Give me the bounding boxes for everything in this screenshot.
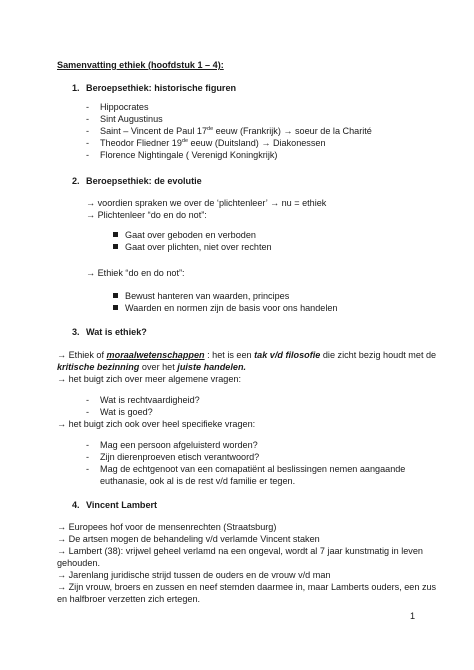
list-dash: -: [86, 452, 90, 462]
document-title: Samenvatting ethiek (hoofdstuk 1 – 4):: [57, 60, 224, 70]
bullet-item: Bewust hanteren van waarden, principes: [125, 291, 290, 301]
section-3-number: 3.: [72, 327, 80, 337]
arrow-line: → het buigt zich ook over heel specifieke vragen:: [57, 419, 256, 429]
list-dash: -: [86, 464, 90, 474]
arrow-line: → Europees hof voor de mensenrechten (Straatsburg): [57, 522, 277, 532]
paragraph-line: en halfbroer verzetten zich ertegen.: [57, 594, 201, 604]
arrow-line: → Lambert (38): vrijwel geheel verlamd na een ongeval, wordt al 7 jaar kunstmatig in leven: [57, 546, 423, 556]
bullet-square-icon: [113, 291, 118, 302]
list-dash: -: [86, 407, 90, 417]
list-dash: -: [86, 126, 90, 136]
list-dash: -: [86, 102, 90, 112]
list-item: Florence Nightingale ( Verenigd Koningkrijk): [100, 150, 278, 160]
paragraph-line: gehouden.: [57, 558, 100, 568]
list-item: Hippocrates: [100, 102, 149, 112]
section-1-heading: Beroepsethiek: historische figuren: [86, 83, 237, 93]
bullet-square-icon: [113, 242, 118, 253]
arrow-line: → Plichtenleer “do en do not”:: [86, 210, 207, 220]
list-item: Wat is rechtvaardigheid?: [100, 395, 200, 405]
section-1-number: 1.: [72, 83, 80, 93]
bullet-item: Waarden en normen zijn de basis voor ons handelen: [125, 303, 338, 313]
list-item-continuation: euthanasie, ook al is de rest v/d familie er tegen.: [100, 476, 296, 486]
section-4-heading: Vincent Lambert: [86, 500, 158, 510]
bullet-square-icon: [113, 230, 118, 241]
list-item: Mag de echtgenoot van een comapatiënt al beslissingen nemen aangaande: [100, 464, 406, 474]
arrow-line: → het buigt zich over meer algemene vragen:: [57, 374, 241, 384]
arrow-line: → Jarenlang juridische strijd tussen de ouders en de vrouw v/d man: [57, 570, 331, 580]
list-item: Mag een persoon afgeluisterd worden?: [100, 440, 258, 450]
section-4-number: 4.: [72, 500, 80, 510]
bullet-item: Gaat over geboden en verboden: [125, 230, 256, 240]
list-dash: -: [86, 138, 90, 148]
section-2-number: 2.: [72, 176, 80, 186]
list-dash: -: [86, 114, 90, 124]
arrow-line: → Ethiek “do en do not”:: [86, 268, 185, 278]
section-3-heading: Wat is ethiek?: [86, 327, 147, 337]
list-dash: -: [86, 395, 90, 405]
list-dash: -: [86, 150, 90, 160]
paragraph-line: → Ethiek of moraalwetenschappen : het is een tak v/d filosofie die zicht bezig houdt met de: [57, 350, 437, 360]
list-item: Sint Augustinus: [100, 114, 163, 124]
list-item: Wat is goed?: [100, 407, 153, 417]
list-item: Zijn dierenproeven etisch verantwoord?: [100, 452, 260, 462]
paragraph-line: kritische bezinning over het juiste handelen.: [57, 362, 247, 372]
arrow-line: → Zijn vrouw, broers en zussen en neef stemden daarmee in, maar Lamberts ouders, een zus: [57, 582, 437, 592]
arrow-line: → De artsen mogen de behandeling v/d verlamde Vincent staken: [57, 534, 320, 544]
section-2-heading: Beroepsethiek: de evolutie: [86, 176, 202, 186]
page-number: 1: [410, 611, 416, 621]
bullet-item: Gaat over plichten, niet over rechten: [125, 242, 272, 252]
arrow-line: → voordien spraken we over de ‘plichtenleer’ → nu = ethiek: [86, 198, 327, 208]
list-item: Theodor Fliedner 19de eeuw (Duitsland) → Diakonessen: [100, 138, 326, 148]
list-item: Saint – Vincent de Paul 17de eeuw (Frankrijk) → soeur de la Charité: [100, 126, 372, 136]
bullet-square-icon: [113, 303, 118, 314]
list-dash: -: [86, 440, 90, 450]
